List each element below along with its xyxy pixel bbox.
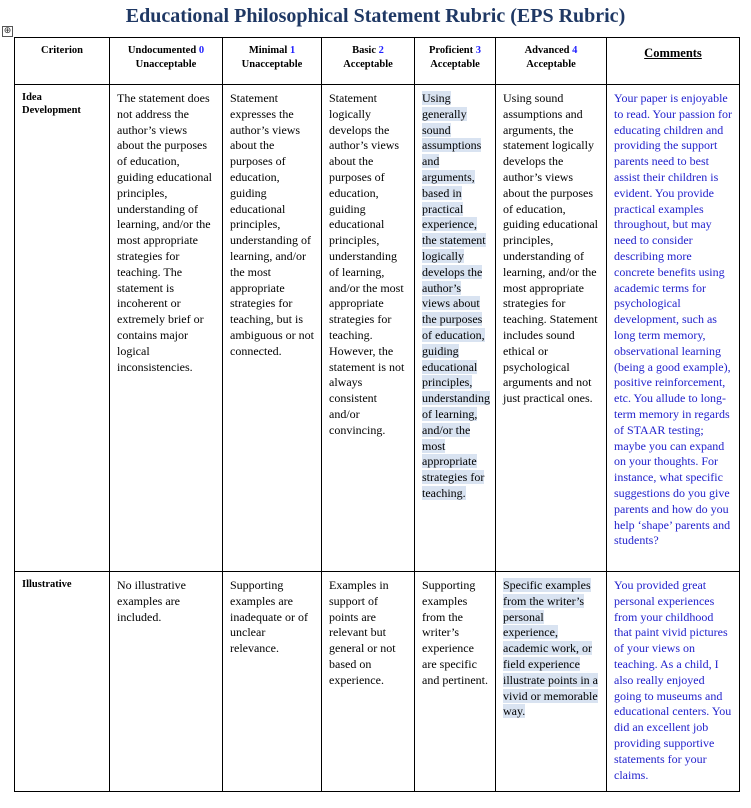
header-criterion: Criterion xyxy=(15,38,110,85)
level-cell-undocumented[interactable]: The statement does not address the author’s views about the purposes of education, guiding educational principles, understanding of learning, and/or the most appropriate strategies for teaching. The statement is incoherent or extremely brief or contains major logical inconsistencies. xyxy=(110,85,223,572)
level-score: 4 xyxy=(572,45,578,56)
level-name: Proficient xyxy=(429,45,474,56)
level-score: 0 xyxy=(198,45,205,56)
level-cell-basic[interactable]: Examples in support of points are relevant but general or not based on experience. xyxy=(322,572,415,792)
level-cell-proficient[interactable]: Supporting examples from the writer’s experience are specific and pertinent. xyxy=(415,572,496,792)
row-illustrative xyxy=(15,572,740,792)
level-score: 1 xyxy=(289,45,296,56)
criterion-cell: Idea Development xyxy=(15,85,110,572)
level-cell-advanced[interactable]: Using sound assumptions and arguments, the statement logically develops the author’s views about the purposes of education, guiding educational principles, understanding of learning, and/or the most appropriate strategies for teaching. Statement includes sound ethical or psychological arguments and not just practical ones. xyxy=(496,85,607,572)
selected-descriptor: Specific examples from the writer’s personal experience, academic work, or field experience illustrate points in a vivid or memorable way. xyxy=(503,578,598,719)
level-score: 3 xyxy=(475,45,481,56)
level-cell-undocumented[interactable]: No illustrative examples are included. xyxy=(110,572,223,792)
header-level-undocumented xyxy=(110,38,223,85)
level-status: Unacceptable xyxy=(241,59,303,70)
selected-descriptor: Using generally sound assumptions and arguments, based in practical experience, the statement logically develops the author’s views about the purposes of education, guiding educational principles, understanding of learning, and/or the most appropriate strategies for teaching. xyxy=(422,91,490,500)
rubric-table xyxy=(14,37,740,792)
header-row xyxy=(15,38,740,85)
level-status: Acceptable xyxy=(430,59,480,70)
level-status: Unacceptable xyxy=(135,59,197,70)
level-cell-advanced[interactable] xyxy=(496,572,607,792)
header-level-basic xyxy=(322,38,415,85)
criterion-cell: Illustrative xyxy=(15,572,110,792)
level-cell-minimal[interactable]: Supporting examples are inadequate or of unclear relevance. xyxy=(223,572,322,792)
comment-cell[interactable]: You provided great personal experiences from your childhood that paint vivid pictures of your views on teaching. As a child, I also really enjoyed going to museums and educational centers. You did an excellent job providing supportive statements for your claims. xyxy=(607,572,740,792)
comment-cell[interactable]: Your paper is enjoyable to read. Your passion for educating children and providing the support parents need to best assist their children is evident. You provide practical examples throughout, but may need to consider describing more concrete benefits using academic terms for psychological development, such as long term memory, observational learning (being a good example), positive reinforcement, etc. You allude to long-term memory in regards of STAAR testing; maybe you can expand on your thoughts. For instance, what specific suggestions do you give parents and how do you help ‘shape’ parents and students? xyxy=(607,85,740,572)
level-status: Acceptable xyxy=(343,59,393,70)
table-move-handle-icon[interactable]: ⊕ xyxy=(3,26,12,36)
level-cell-basic[interactable]: Statement logically develops the author’s views about the purposes of education, guiding educational principles, understanding of learning, and/or the most appropriate strategies for teaching. However, the statement is not always consistent and/or convincing. xyxy=(322,85,415,572)
header-level-advanced xyxy=(496,38,607,85)
header-level-minimal xyxy=(223,38,322,85)
level-name: Basic xyxy=(352,45,377,56)
level-score: 2 xyxy=(378,45,384,56)
header-level-proficient xyxy=(415,38,496,85)
level-cell-proficient[interactable] xyxy=(415,85,496,572)
level-cell-minimal[interactable]: Statement expresses the author’s views about the purposes of education, guiding educational principles, understanding of learning, and/or the most appropriate strategies for teaching, but is ambiguous or not connected. xyxy=(223,85,322,572)
level-name: Minimal xyxy=(248,45,288,56)
row-idea-development xyxy=(15,85,740,572)
level-name: Advanced xyxy=(524,45,570,56)
level-status: Acceptable xyxy=(526,59,576,70)
header-comments: Comments xyxy=(607,38,740,85)
document-title: Educational Philosophical Statement Rubric (EPS Rubric) xyxy=(125,5,626,27)
level-name: Undocumented xyxy=(127,45,197,56)
